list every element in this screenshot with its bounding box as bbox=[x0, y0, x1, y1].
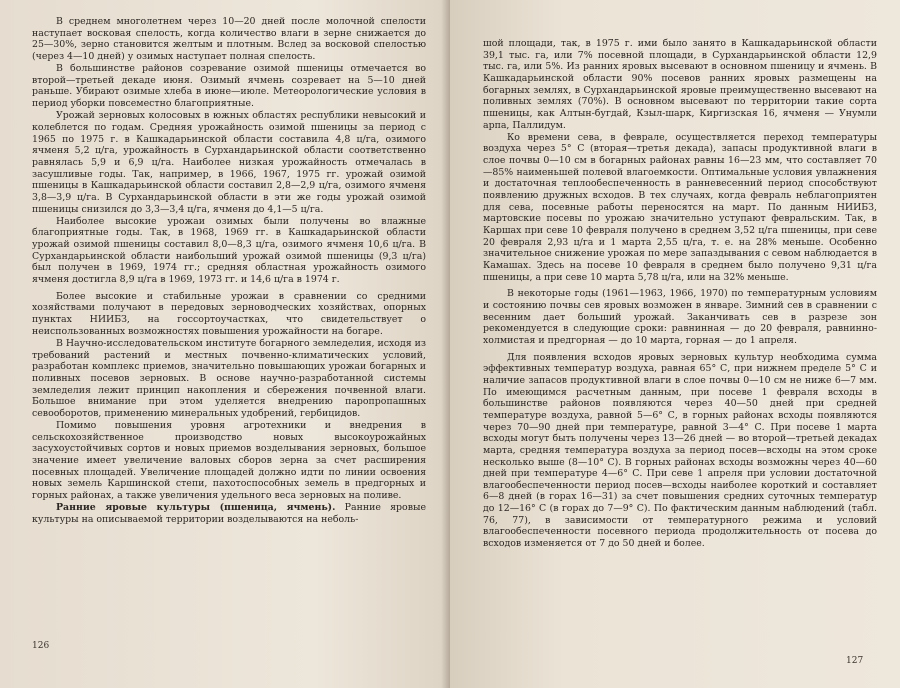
section-heading-spring-crops: Ранние яровые культуры (пшеница, ячмень). bbox=[56, 502, 336, 514]
page-number-left: 126 bbox=[32, 641, 50, 651]
left-text-column bbox=[32, 16, 426, 526]
left-paragraph-5: Более высокие и стабильные урожаи в сравнении со средними хозяйствами получают в передовых зерноводческих хозяйствах, опорных пунктах НИИБЗ, на госсортоучастках, что свидетельствует о неиспользованных возможностях повышения урожайности на богаре. bbox=[32, 290, 426, 337]
left-paragraph-8-text: Ранние яровые культуры на описываемой территории возделываются на неболь- bbox=[32, 502, 426, 525]
left-paragraph-8 bbox=[32, 502, 426, 525]
left-paragraph-1: В среднем многолетнем через 10—20 дней после молочной спелости наступает восковая спелость, когда количество влаги в зерне снижается до 25—30%, зерно становится желтым и плотным. Вслед за восковой спелостью (через 4—10 дней) у озимых наступает полная спелость. bbox=[32, 16, 426, 62]
right-paragraph-3: В некоторые годы (1961—1963, 1966, 1970) по температурным условиям и состоянию почвы сев яровых возможен в январе. Зимний сев в сравнении с весенним дает больший урожай. Заканчивать сев в разрезе зон рекомендуется в следующие сроки: равнинная — до 20 февраля, равнинно-холмистая и предгорная — до 10 марта, горная — до 1 апреля. bbox=[483, 288, 877, 346]
right-paragraph-2: Ко времени сева, в феврале, осуществляется переход температуры воздуха через 5° С (вторая—третья декада), запасы продуктивной влаги в слое почвы 0—10 см в богарных районах равны 16—23 мм, что составляет 70—85% наименьшей полевой влагоемкости. Оптимальные условия увлажнения и достаточная теплообеспеченность в ранневесенний период способствуют появлению дружных всходов. В тех случаях, когда февраль неблагоприятен для сева, посевные работы переносятся на март. По данным НИИБЗ, мартовские посевы по урожаю значительно уступают февральским. Так, в Каршах при севе 10 февраля получено в среднем 3,52 ц/га пшеницы, при севе 20 февраля 2,93 ц/га и 1 марта 2,55 ц/га, т. е. на 28% меньше. Особенно значительное снижение урожая по мере запаздывания с севом наблюдается в Камашах. Здесь на посеве 10 февраля в среднем было получено 9,31 ц/га пшеницы, а при севе 10 марта 5,78 ц/га, или на 32% меньше. bbox=[483, 131, 877, 283]
left-paragraph-3: Урожай зерновых колосовых в южных областях республики невысокий и колеблется по годам. Средняя урожайность озимой пшеницы за период с 1965 по 1975 г. в Кашкадарьинской области составила 4,8 ц/га, озимого ячменя 5,2 ц/га, урожайность в Сурхандарьинской области соответственно равнялась 5,9 и 6,9 ц/га. Наиболее низкая урожайность отмечалась в засушливые годы. Так, например, в 1966, 1967, 1975 гг. урожай озимой пшеницы в Кашкадарьинской области составил 2,8—2,9 ц/га, озимого ячменя 3,8—3,9 ц/га. В Сурхандарьинской области в эти же годы урожай озимой пшеницы снизился до 3,3—3,4 ц/га, ячменя до 4,1—5 ц/га. bbox=[32, 110, 426, 215]
right-paragraph-4: Для появления всходов яровых зерновых культур необходима сумма эффективных температур воздуха, равная 65° С, при нижнем пределе 5° С и наличие запасов продуктивной влаги в слое почвы 0—10 см не ниже 6—7 мм. По имеющимся расчетным данным, при посеве 1 февраля всходы в большинстве районов появляются через 40—50 дней при средней температуре воздуха, равной 5—6° С, в горных районах всходы появляются через 70—90 дней при температуре, равной 3—4° С. При посеве 1 марта всходы могут быть получены через 13—26 дней — во второй—третьей декадах марта, средняя температура воздуха за период посев—всходы на этом сроке несколько выше (8—10° С). В горных районах всходы возможны через 40—60 дней при температуре 4—6° С. При севе 1 апреля при условии достаточной влагообеспеченности период посев—всходы наиболее короткий и составляет 6—8 дней (в горах 16—31) за счет повышения средних суточных температур до 12—16° С (в горах до 7—9° С). По фактическим данным наблюдений (табл. 76, 77), в зависимости от температурного режима и условий влагообеспеченности посевного периода продолжительность от посева до всходов изменяется от 7 до 50 дней и более. bbox=[483, 351, 877, 550]
left-paragraph-4: Наиболее высокие урожаи озимых были получены во влажные благоприятные годы. Так, в 1968, 1969 гг. в Кашкадарьинской области урожай озимой пшеницы составил 8,0—8,3 ц/га, озимого ячменя 10,6 ц/га. В Сурхандарьинской области наибольший урожай озимой пшеницы (9,3 ц/га) был получен в 1969, 1974 гг.; средняя областная урожайность озимого ячменя достигла 8,9 ц/га в 1969, 1973 гг. и 14,6 ц/га в 1974 г. bbox=[32, 215, 426, 286]
right-paragraph-1: шой площади, так, в 1975 г. ими было занято в Кашкадарьинской области 39,1 тыс. га, или 7% посевной площади, в Сурхандарьинской области 12,9 тыс. га, или 5%. Из ранних яровых высевают в основном пшеницу и ячмень. В Кашкадарьинской области 90% посевов ранних яровых размещены на богарных землях, в Сурхандарьинской яровые преимущественно высевают на поливных землях (70%). В основном высевают по территории такие сорта пшеницы, как Алтын-бугдай, Кзыл-шарк, Киргизская 16, ячменя — Унумли арпа, Паллидум. bbox=[483, 38, 877, 131]
page-number-right: 127 bbox=[846, 656, 864, 666]
left-paragraph-2: В большинстве районов созревание озимой пшеницы отмечается во второй—третьей декаде июня. Озимый ячмень созревает на 5—10 дней раньше. Убирают озимые хлеба в июне—июле. Метеорологические условия в период уборки повсеместно благоприятные. bbox=[32, 63, 426, 110]
right-text-column bbox=[483, 38, 877, 550]
left-paragraph-7: Помимо повышения уровня агротехники и внедрения в сельскохозяйственное производство новых высокоурожайных засухоустойчивых сортов и новых приемов возделывания зерновых, большое значение имеет увеличение валовых сборов зерна за счет расширения посевных площадей. Увеличение площадей должно идти по линии освоения новых земель Каршинской степи, пахотоспособных земель в предгорных и горных районах, а также увеличения удельного веса зерновых на поливе. bbox=[32, 420, 426, 501]
right-page bbox=[450, 0, 900, 688]
left-paragraph-6: В Научно-исследовательском институте богарного земледелия, исходя из требований растений и местных почвенно-климатических условий, разработан комплекс приемов, значительно повышающих урожаи богарных и поливных посевов зерновых. В основе научно-разработанной системы земледелия лежит принцип накопления и сбережения почвенной влаги. Большое внимание при этом уделяется внедрению паропропашных севооборотов, применению минеральных удобрений, гербицидов. bbox=[32, 337, 426, 419]
